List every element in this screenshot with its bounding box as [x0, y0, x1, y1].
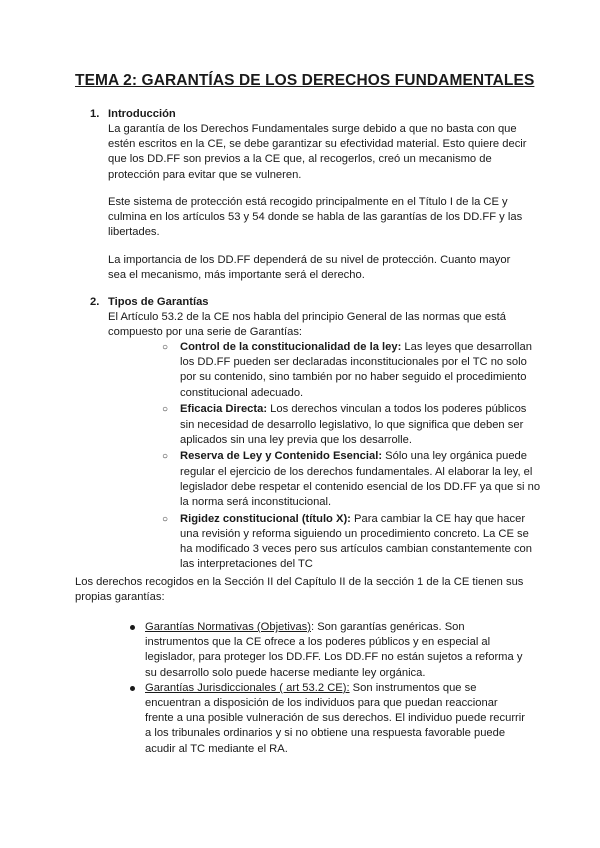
section-2-title: Tipos de Garantías [108, 296, 209, 308]
circle-bullet-icon: ○ [162, 451, 169, 463]
section-1-paragraph: La importancia de los DD.FF dependerá de su nivel de protección. Cuanto mayor sea el mecanismo, más importante será el derecho. [108, 254, 511, 282]
list-item [162, 402, 542, 448]
bullet-dot-icon [130, 686, 135, 691]
list-item-text: : Son garantías genéricas. Son instrumentos que la CE ofrece a los poderes públicos y en especial al legislador, para proteger los DD.FF. Los DD.FF no están sujetos a reforma y su desarrollo solo puede hacerse mediante ley orgánica. [145, 621, 523, 679]
list-item-text: Los derechos vinculan a todos los poderes públicos sin necesidad de desarrollo legislativo, lo que significa que deben ser aplicados sin una ley previa que los desarrolle. [180, 403, 527, 446]
list-item [162, 512, 542, 573]
circle-bullet-icon: ○ [162, 342, 169, 353]
list-item-term: Control de la constitucionalidad de la ley: [180, 341, 402, 353]
section-2-heading [90, 296, 209, 308]
circle-bullet-icon: ○ [162, 513, 169, 525]
guarantees-list [162, 340, 542, 574]
list-item [128, 620, 528, 681]
list-item-text: Para cambiar la CE hay que hacer una revisión y reforma siguiendo un procedimiento concreto. La CE se ha modificado 3 veces pero sus artículos cambian constantemente con las interpretaciones del TC [180, 512, 532, 571]
list-item [162, 340, 542, 401]
circle-bullet-icon: ○ [162, 404, 169, 416]
list-item-text: Sólo una ley orgánica puede regular el ejercicio de los derechos fundamentales. Al elaborar la ley, el legislador debe respetar el contenido esencial de los DD.FF ya que si no la norma será inconstitucional. [180, 450, 541, 509]
list-item-text: Las leyes que desarrollan los DD.FF pueden ser declaradas inconstitucionales por el TC no solo por su contenido, sino también por no haber seguido el procedimiento constitucional adecuado. [180, 341, 532, 399]
list-item-text: Son instrumentos que se encuentran a disposición de los individuos para que puedan reaccionar frente a una posible vulneración de sus derechos. El individuo puede recurrir a los tribunales ordinarios y si no obtiene una respuesta favorable puede acudir al TC mediante el RA. [145, 681, 525, 755]
section-1-heading [90, 108, 176, 120]
section-2-number: 2. [90, 296, 100, 308]
list-item-term: Garantías Jurisdiccionales ( art 53.2 CE): [145, 681, 350, 694]
section-2-intro: El Artículo 53.2 de la CE nos habla del principio General de las normas que está compuesto por una serie de Garantías: [108, 311, 507, 339]
list-item [162, 449, 542, 510]
bullet-dot-icon [130, 625, 135, 630]
page-title: TEMA 2: GARANTÍAS DE LOS DERECHOS FUNDAMENTALES [75, 72, 535, 89]
closing-paragraph: Los derechos recogidos en la Sección II del Capítulo II de la sección 1 de la CE tienen sus propias garantías: [75, 576, 524, 604]
list-item-term: Eficacia Directa: [180, 403, 268, 416]
closing-bullet-list [128, 620, 528, 757]
list-item [128, 681, 528, 757]
list-item-term: Reserva de Ley y Contenido Esencial: [180, 450, 383, 463]
section-1-title: Introducción [108, 108, 176, 120]
section-1-number: 1. [90, 108, 100, 120]
section-1-paragraph: Este sistema de protección está recogido principalmente en el Título I de la CE y culmina en los artículos 53 y 54 donde se habla de las garantías de los DD.FF y las libertades. [108, 196, 523, 239]
section-1-paragraph: La garantía de los Derechos Fundamentales surge debido a que no basta con que estén escritos en la CE, se debe garantizar su efectividad material. Esto quiere decir que los DD.FF son previos a la CE que, al recogerlos, creó un mecanismo de protección para evitar que se vulneren. [108, 123, 527, 181]
list-item-term: Garantías Normativas (Objetivas) [145, 621, 311, 633]
list-item-term: Rigidez constitucional (título X): [180, 512, 351, 525]
